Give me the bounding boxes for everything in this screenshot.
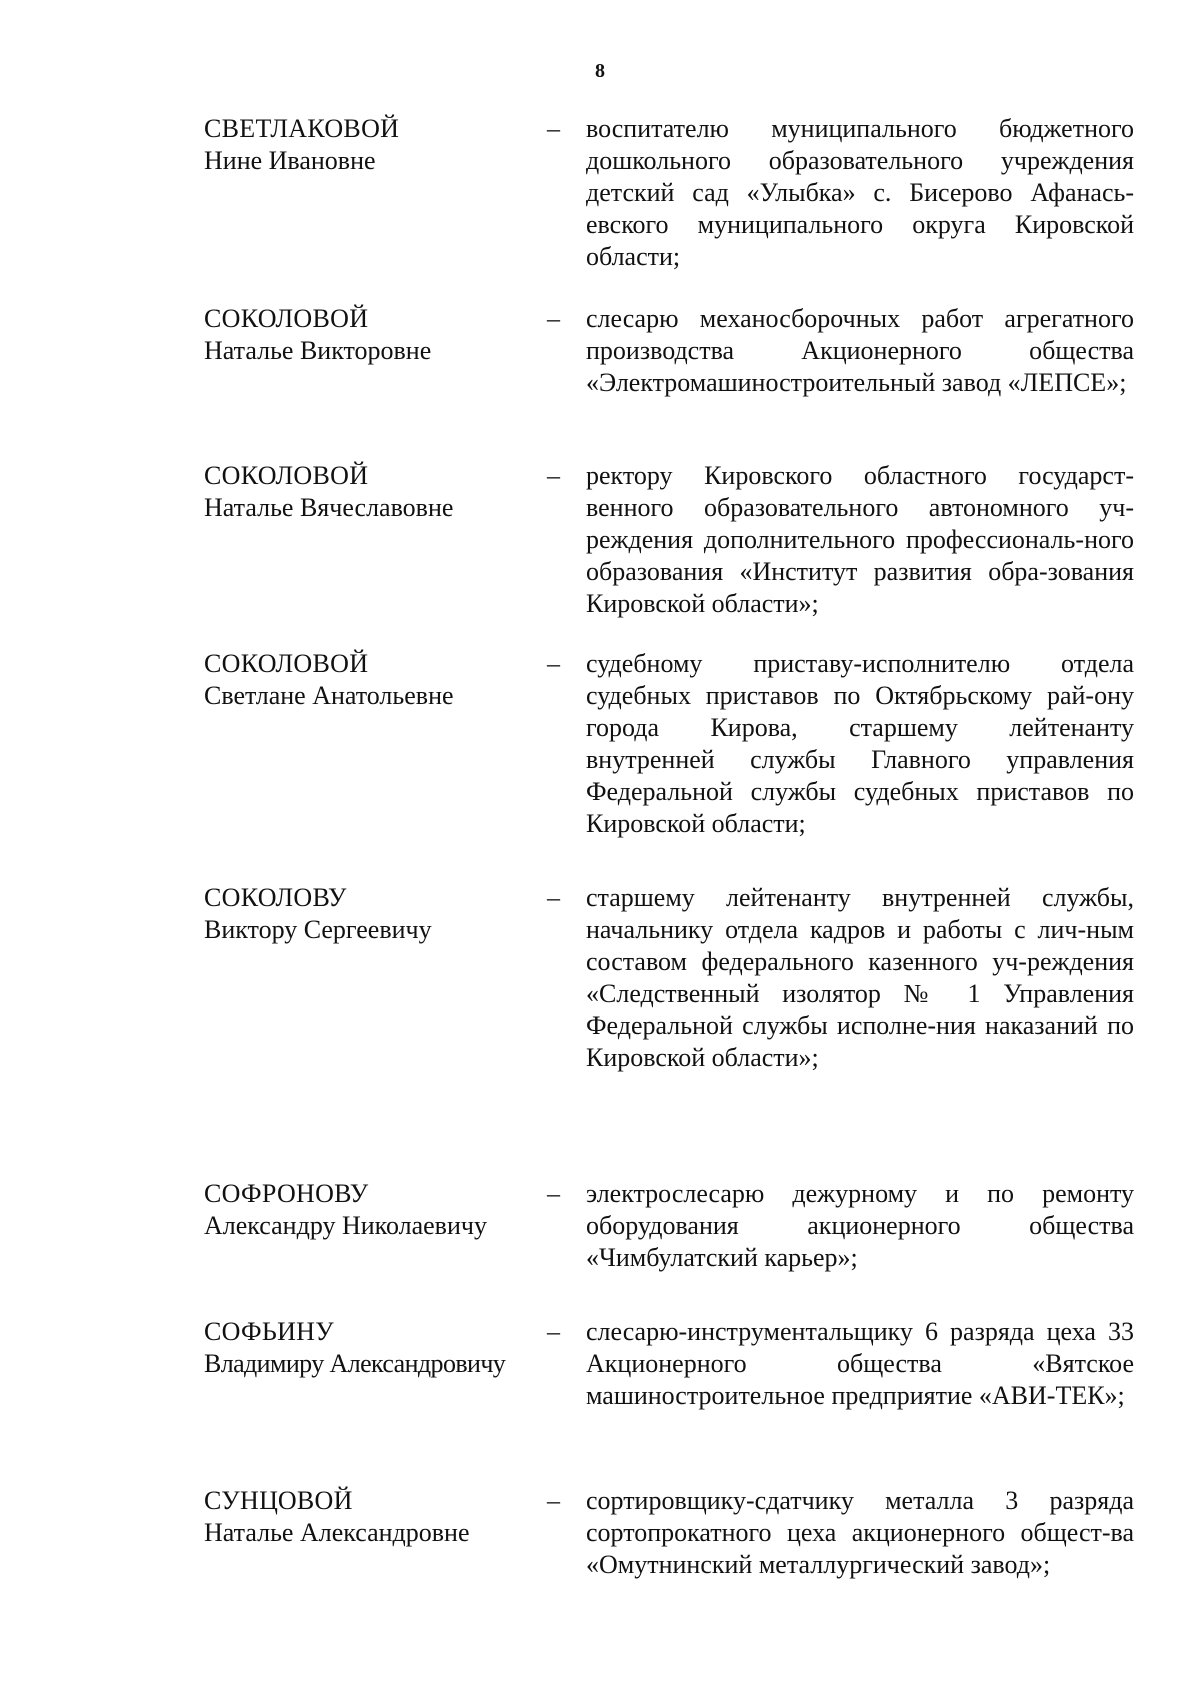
recipient-surname: СОКОЛОВОЙ [204, 461, 369, 490]
dash-separator: – [547, 1486, 560, 1515]
recipient-name [204, 882, 534, 946]
recipient-name [204, 648, 534, 712]
recipient-surname: СОКОЛОВУ [204, 883, 347, 912]
dash-separator: – [547, 1317, 560, 1346]
recipient-given-names: Нине Ивановне [204, 146, 376, 175]
recipient-given-names: Наталье Вячеславовне [204, 493, 454, 522]
recipient-given-names: Владимиру Александровичу [204, 1349, 506, 1378]
dash-separator: – [547, 649, 560, 678]
recipient-position: слесарю механосборочных работ агрегатного производства Акционерного общества «Электромашиностроительный завод «ЛЕПСЕ»; [586, 304, 1134, 397]
recipient-given-names: Светлане Анатольевне [204, 681, 454, 710]
recipient-position: электрослесарю дежурному и по ремонту оборудования акционерного общества «Чимбулатский карьер»; [586, 1179, 1134, 1272]
recipient-position: слесарю-инструментальщику 6 разряда цеха 33 Акционерного общества «Вятское машиностроительное предприятие «АВИ-ТЕК»; [586, 1317, 1134, 1410]
dash-separator: – [547, 461, 560, 490]
recipient-given-names: Наталье Александровне [204, 1518, 470, 1547]
recipient-name [204, 460, 534, 524]
recipient-surname: СВЕТЛАКОВОЙ [204, 114, 400, 143]
recipient-given-names: Александру Николаевичу [204, 1211, 487, 1240]
recipient-position: судебному приставу-исполнителю отдела судебных приставов по Октябрьскому рай-ону города Кирова, старшему лейтенанту внутренней службы Главного управления Федеральной службы судебных приставов по Кировской области; [586, 649, 1134, 838]
dash-separator: – [547, 1179, 560, 1208]
dash-separator: – [547, 304, 560, 333]
recipient-name [204, 113, 534, 177]
recipient-name [204, 1316, 534, 1380]
recipient-position: воспитателю муниципального бюджетного дошкольного образовательного учреждения детский сад «Улыбка» с. Бисерово Афанась-евского муниципального округа Кировской области; [586, 114, 1134, 271]
dash-separator: – [547, 883, 560, 912]
page-number: 8 [595, 60, 605, 82]
dash-separator: – [547, 114, 560, 143]
recipient-name [204, 303, 534, 367]
recipient-surname: СОФЬИНУ [204, 1317, 334, 1346]
recipient-position: старшему лейтенанту внутренней службы, начальнику отдела кадров и работы с лич-ным составом федерального казенного уч-реждения «Следственный изолятор № 1 Управления Федеральной службы исполне-ния наказаний по Кировской области»; [586, 883, 1134, 1072]
recipient-given-names: Виктору Сергеевичу [204, 915, 432, 944]
recipient-name [204, 1178, 534, 1242]
recipient-surname: СОКОЛОВОЙ [204, 304, 369, 333]
recipient-surname: СОФРОНОВУ [204, 1179, 369, 1208]
recipient-name [204, 1485, 534, 1549]
recipient-given-names: Наталье Викторовне [204, 336, 432, 365]
recipient-position: ректору Кировского областного государст-венного образовательного автономного уч-реждения дополнительного профессиональ-ного образования «Институт развития обра-зования Кировской области»; [586, 461, 1134, 618]
recipient-surname: СОКОЛОВОЙ [204, 649, 369, 678]
recipient-surname: СУНЦОВОЙ [204, 1486, 353, 1515]
recipient-position: сортировщику-сдатчику металла 3 разряда сортопрокатного цеха акционерного общест-ва «Омутнинский металлургический завод»; [586, 1486, 1134, 1579]
